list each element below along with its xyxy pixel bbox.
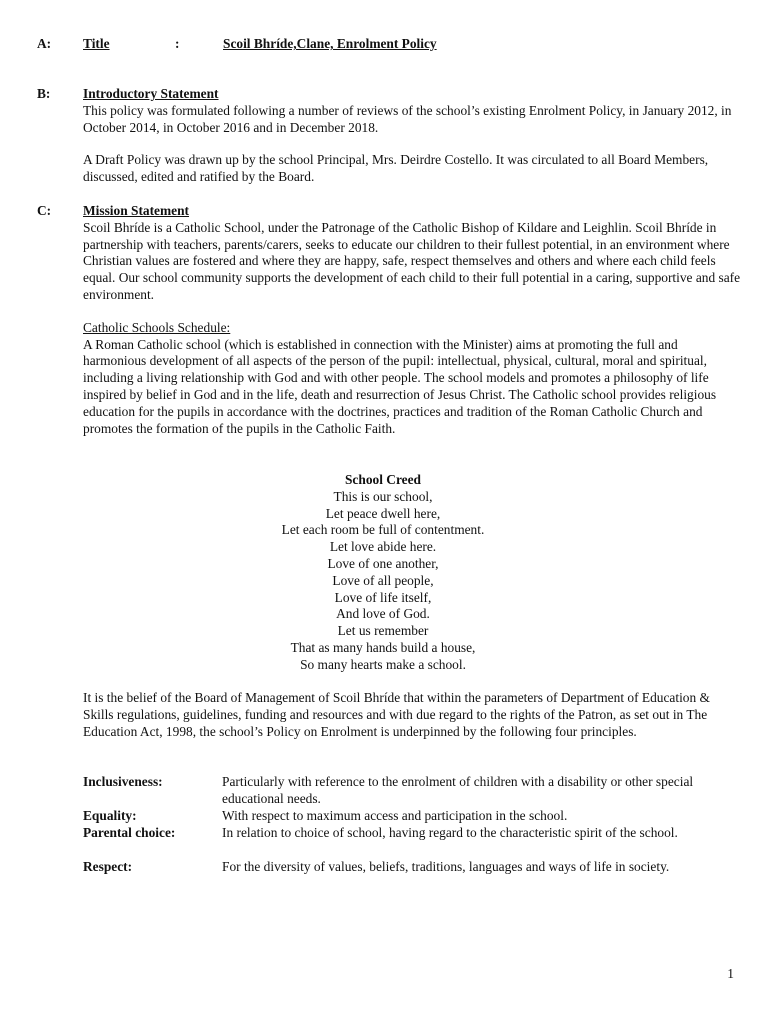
creed-line: Let peace dwell here, xyxy=(325,505,441,521)
section-a-letter: A: xyxy=(37,36,52,51)
mission-heading: Mission Statement xyxy=(83,203,190,218)
schedule-paragraph: A Roman Catholic school (which is established in connection with the Minister) aims at promoting the full and harmonious development of all aspects of the person of the pupil: intellectual, physical, cultural, moral and spiritual, including a living relationship with God and with other people. The school models and promotes a philosophy of life inspired by belief in God and in the life, death and resurrection of Jesus Christ. The Catholic school provides religious education for the pupils in accordance with the doctrines, practices and tradition of the Roman Catholic Church and promotes the formation of the pupils in the Catholic Faith. xyxy=(83,336,717,436)
title-colon: : xyxy=(175,36,180,51)
creed-line: Love of all people, xyxy=(332,572,434,588)
creed-line: Let each room be full of contentment. xyxy=(281,522,485,538)
creed-line: That as many hands build a house, xyxy=(290,639,476,655)
creed-line: Let us remember xyxy=(337,623,429,639)
mission-paragraph: Scoil Bhríde is a Catholic School, under the Patronage of the Catholic Bishop of Kildare and Leighlin. Scoil Bhríde in partnership with teachers, parents/carers, seeks to educate our children to their fullest potential, in an environment where Christian values are fostered and where they are happy, safe, respect themselves and others and where each child feels equal. Our school community supports the development of each child to their full potential in a caring, supportive and safe environment. xyxy=(83,219,741,302)
page-number: 1 xyxy=(727,966,734,981)
section-c-letter: C: xyxy=(37,203,52,218)
intro-paragraph-2: A Draft Policy was drawn up by the school Principal, Mrs. Deirdre Costello. It was circulated to all Board Members, discussed, edited and ratified by the Board. xyxy=(83,152,709,185)
principle-label: Respect: xyxy=(83,859,133,874)
belief-paragraph: It is the belief of the Board of Management of Scoil Bhríde that within the parameters of Department of Education & Skills regulations, guidelines, funding and resources and with due regard to the rights of the Patron, as set out in The Education Act, 1998, the school’s Policy on Enrolment is underpinned by the following four principles. xyxy=(83,690,710,739)
title-label: Title xyxy=(83,36,110,51)
creed-line: Let love abide here. xyxy=(329,539,437,555)
creed-line: And love of God. xyxy=(336,606,430,622)
intro-paragraph-1: This policy was formulated following a number of reviews of the school’s existing Enrolment Policy, in January 2012, in October 2014, in October 2016 and in December 2018. xyxy=(83,102,732,135)
creed-line: Love of one another, xyxy=(327,555,439,571)
principle-text: With respect to maximum access and participation in the school. xyxy=(222,808,568,823)
section-c-body xyxy=(83,203,743,437)
creed-line: So many hearts make a school. xyxy=(300,656,466,672)
principle-label: Equality: xyxy=(83,808,137,823)
principle-text: Particularly with reference to the enrolment of children with a disability or other special educational needs. xyxy=(222,774,694,806)
creed-line: This is our school, xyxy=(333,488,433,504)
document-title: Scoil Bhríde,Clane, Enrolment Policy xyxy=(223,36,437,51)
principle-label: Parental choice: xyxy=(83,825,176,840)
schedule-heading: Catholic Schools Schedule: xyxy=(83,319,231,335)
section-b-letter: B: xyxy=(37,86,51,101)
principle-text: In relation to choice of school, having regard to the characteristic spirit of the school. xyxy=(222,825,678,840)
creed-title: School Creed xyxy=(344,472,421,487)
principle-label: Inclusiveness: xyxy=(83,774,163,789)
principle-text: For the diversity of values, beliefs, traditions, languages and ways of life in society. xyxy=(222,859,670,874)
section-b-body xyxy=(83,86,743,186)
school-creed xyxy=(83,472,683,674)
introductory-heading: Introductory Statement xyxy=(83,86,219,101)
creed-line: Love of life itself, xyxy=(334,589,432,605)
